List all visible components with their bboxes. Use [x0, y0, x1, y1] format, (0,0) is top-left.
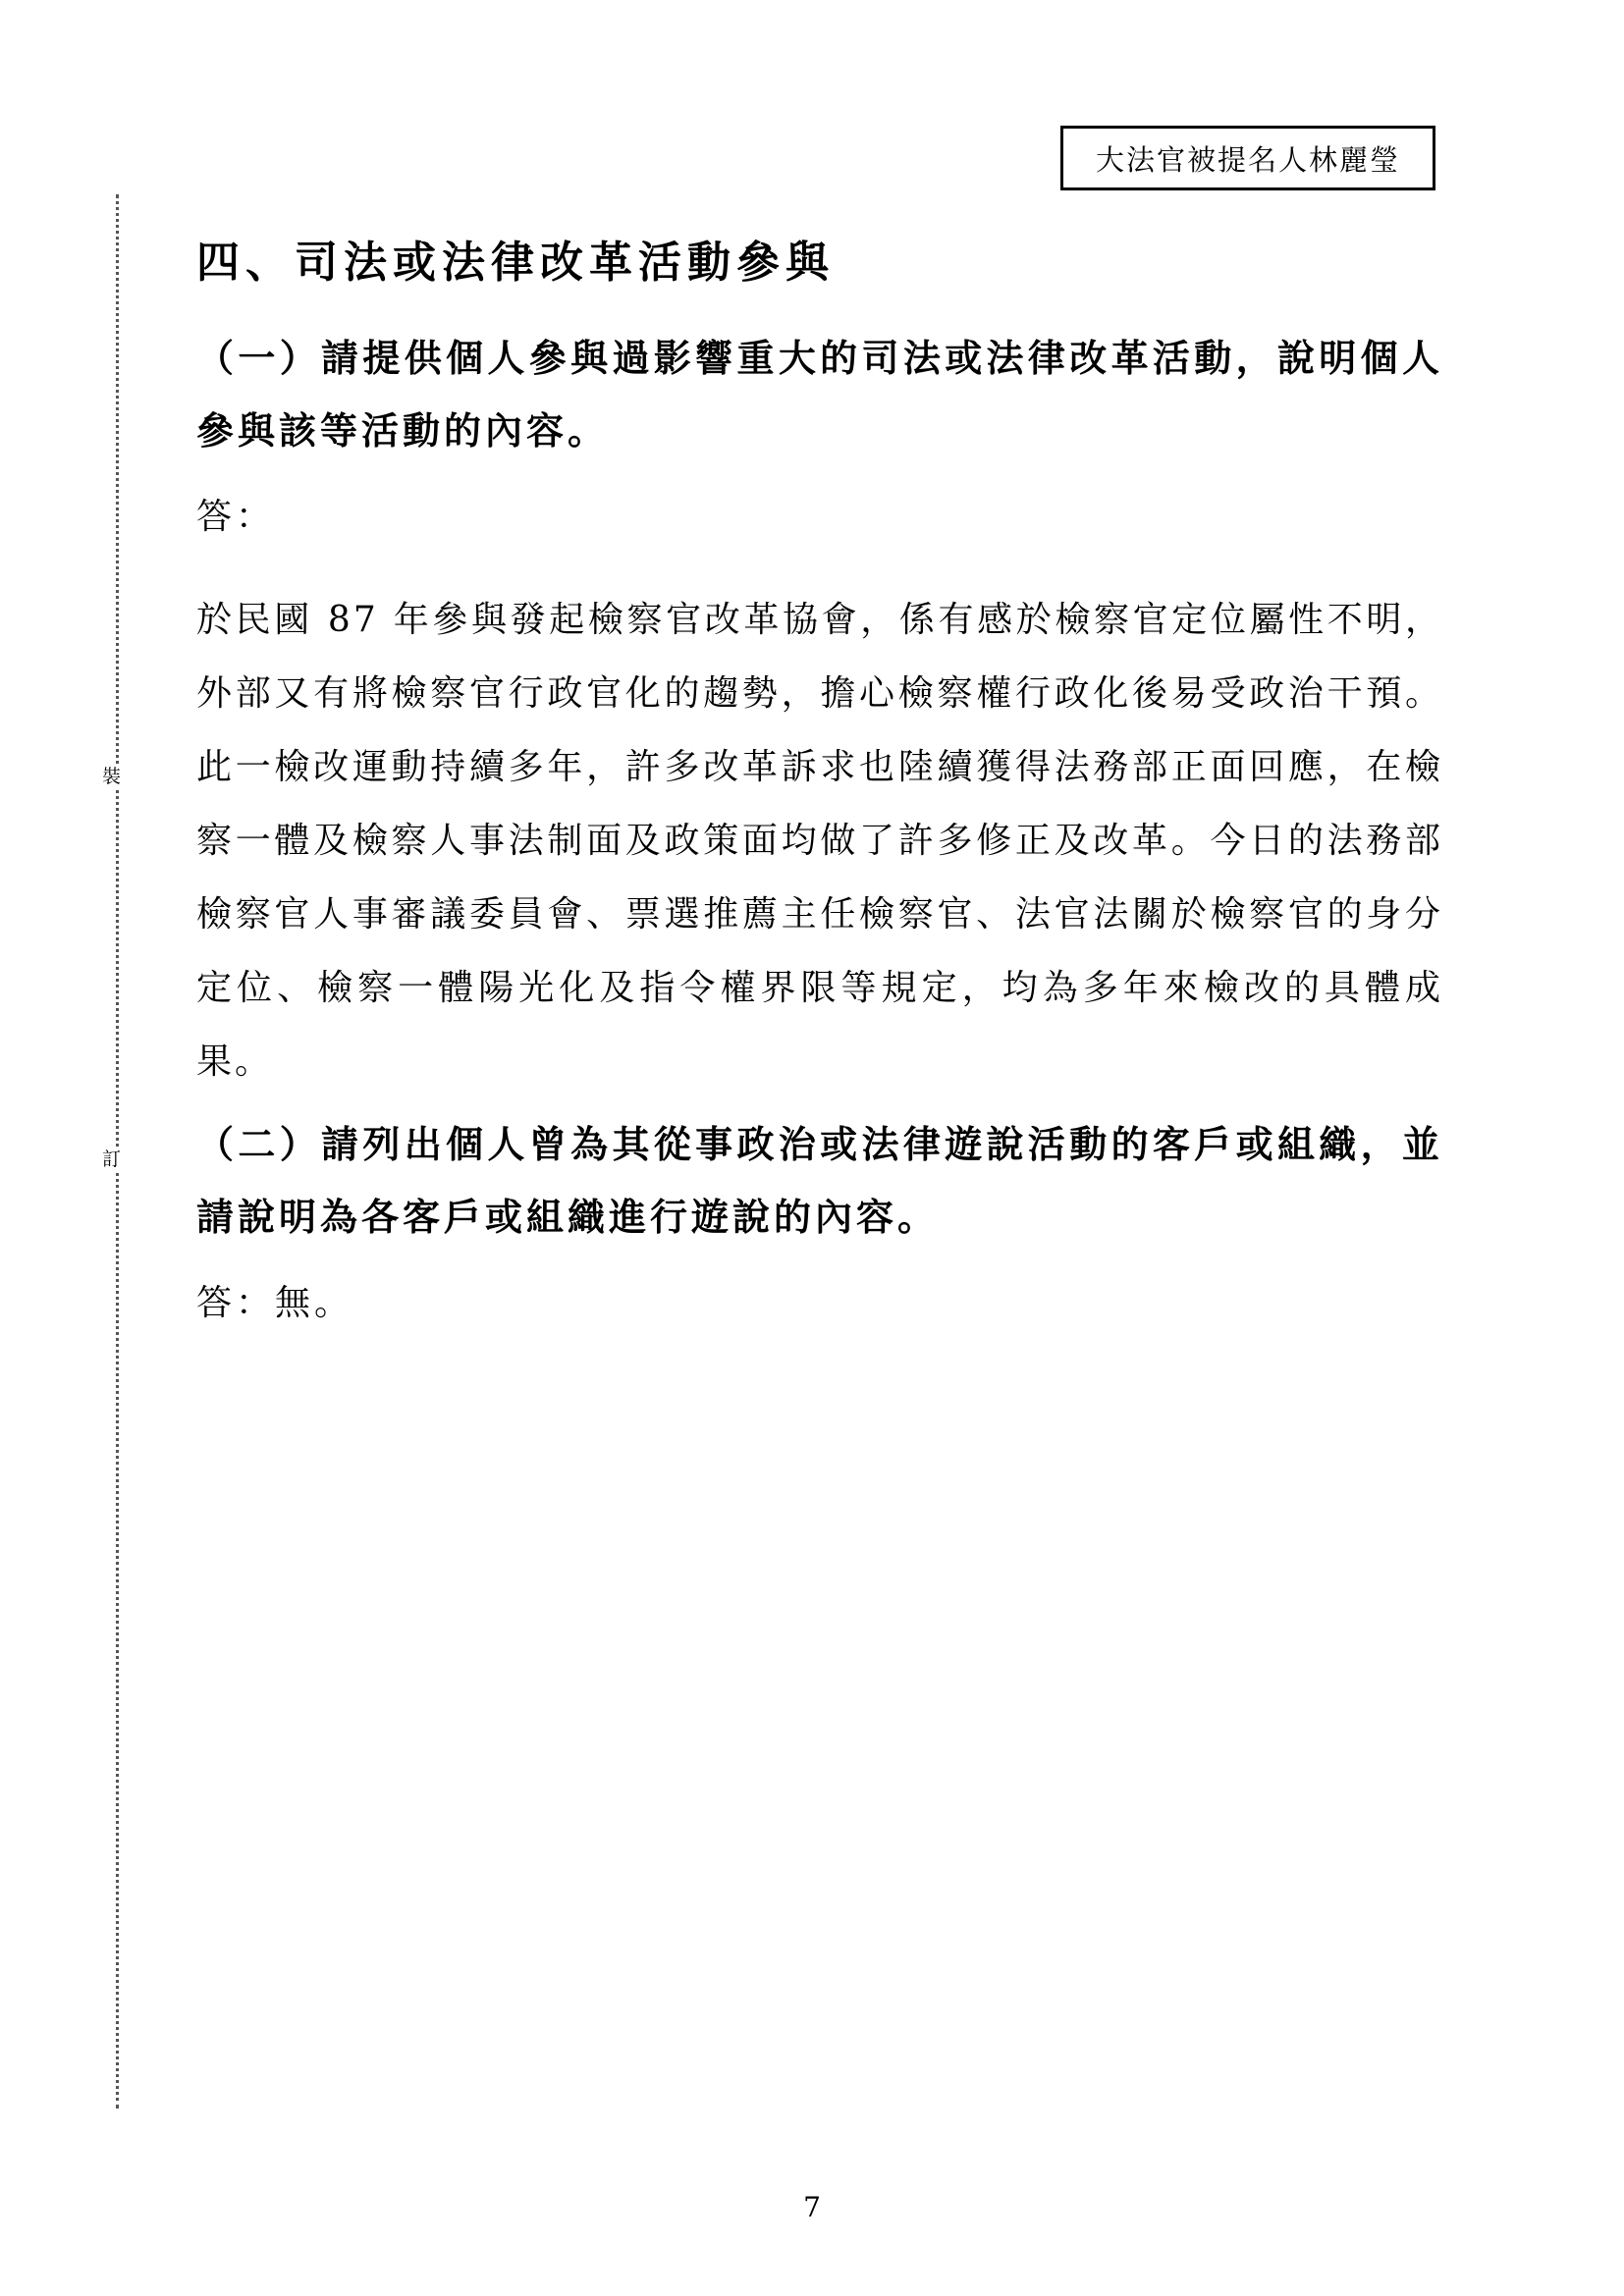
answer-1-label: 答：	[196, 497, 276, 537]
nominee-label-box	[1060, 126, 1435, 190]
page-number: 7	[803, 2191, 821, 2223]
binding-mark-top: 裝	[102, 764, 121, 790]
section-title: 四、司法或法律改革活動參與	[196, 238, 835, 288]
binding-mark-bottom: 訂	[102, 1147, 121, 1173]
document-body	[196, 224, 1443, 1369]
nominee-label: 大法官被提名人林麗瑩	[1095, 142, 1400, 177]
answer-1-body: 於民國 87 年參與發起檢察官改革協會，係有感於檢察官定位屬性不明，外部又有將檢察官行政官化的趨勢，擔心檢察權行政化後易受政治干預。此一檢改運動持續多年，許多改革訴求也陸續獲得法務部正面回應，在檢察一體及檢察人事法制面及政策面均做了許多修正及改革。今日的法務部檢察官人事審議委員會、票選推薦主任檢察官、法官法關於檢察官的身分定位、檢察一體陽光化及指令權界限等規定，均為多年來檢改的具體成果。	[196, 600, 1443, 1082]
answer-2: 答：無。	[196, 1283, 354, 1323]
question-1: （一）請提供個人參與過影響重大的司法或法律改革活動，說明個人參與該等活動的內容。	[196, 336, 1443, 453]
question-2: （二）請列出個人曾為其從事政治或法律遊說活動的客戶或組織，並請說明為各客戶或組織進行遊說的內容。	[196, 1122, 1443, 1239]
